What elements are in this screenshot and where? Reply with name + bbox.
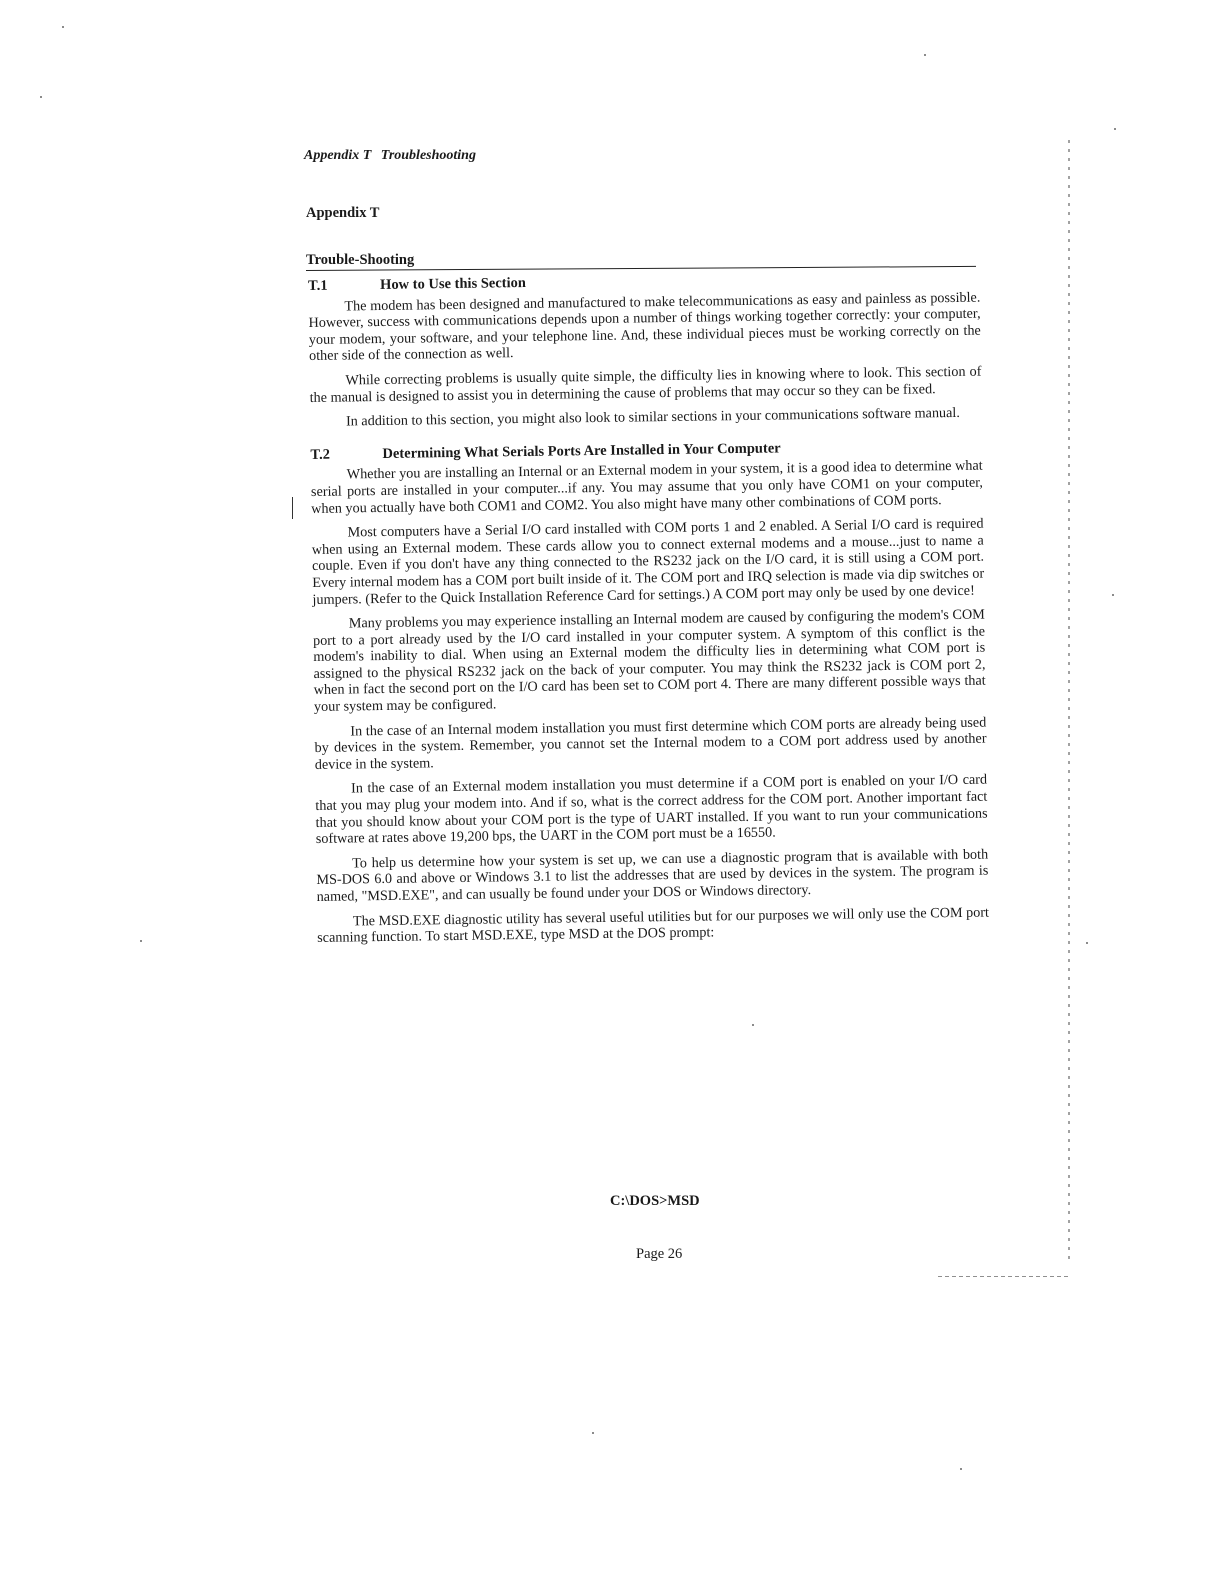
paragraph: In the case of an Internal modem installation you must first determine which COM ports are already being used by devices in the system. Remember, you cannot set the Internal modem to a COM port address used by another device in the system. [314,714,987,773]
scan-speck [62,26,64,28]
section-number: T.1 [308,277,328,294]
scan-speck [140,940,142,942]
scan-speck [1086,942,1088,944]
section-number: T.2 [310,446,331,463]
running-header [304,148,476,164]
section-title: Trouble-Shooting [306,252,415,268]
paragraph: To help us determine how your system is set up, we can use a diagnostic program that is available with both MS-DOS 6.0 and above or Windows 3.1 to list the addresses that are used by devices in the system. The program is named, "MSD.EXE", and can usually be found under your DOS or Windows directory. [316,846,989,905]
scan-speck [960,1468,962,1470]
paragraph: In addition to this section, you might also look to similar sections in your communications software manual. [345,405,960,430]
running-header-topic: Troubleshooting [380,148,476,163]
scan-speck [924,54,926,56]
running-header-appendix: Appendix T [304,148,372,163]
margin-mark [292,497,293,519]
scan-edge-artifact [1068,140,1070,1260]
paragraph: The modem has been designed and manufactured to make telecommunications as easy and painless as possible. However, success with communications depends upon a number of things working together correctly: your computer, your modem, your software, and your telephone line. And, these individual pieces must be working correctly on the other side of the connection as well. [308,289,981,365]
section-heading-text: How to Use this Section [379,274,527,293]
body-content [308,269,989,955]
paragraph: Most computers have a Serial I/O card installed with COM ports 1 and 2 enabled. A Serial I/O card is required when using an External modem. These cards allow you to connect external modems and a mouse...just to name a couple. Even if you don't have any thing connected to the RS232 jack on the I/O card, it is still using a COM port. Every internal modem has a COM port built inside of it. The COM port and IRQ selection is made via dip switches or jumpers. (Refer to the Quick Installation Reference Card for settings.) A COM port may only be used by one device! [311,515,985,608]
paragraph: Many problems you may experience installing an Internal modem are caused by configuring the modem's COM port to a port already used by the I/O card installed in your computer system. A symptom of this conflict is the modem's inability to dial. When using an External modem the difficulty lies in determining what COM port is assigned to the physical RS232 jack on the back of your computer. You may think the RS232 jack is COM port 2, when in fact the second port on the I/O card has been set to COM port 4. There are many different possible ways that your system may be configured. [312,606,986,716]
scan-speck [752,1024,754,1026]
paragraph: In the case of an External modem installation you must determine if a COM port is enabled on your I/O card that you may plug your modem into. And if so, what is the correct address for the COM port. Another important fact that you should know about your COM port is the type of UART installed. If you want to run your communications software at rates above 19,200 bps, the UART in the COM port must be a 16550. [315,772,988,848]
section-heading-text: Determining What Serials Ports Are Installed in Your Computer [382,440,781,462]
scan-speck [40,96,42,98]
scan-edge-artifact [938,1276,1068,1277]
paragraph: Whether you are installing an Internal or an External modem in your system, it is a good idea to determine what serial ports are installed in your computer...if any. You may assume that you only have COM1 on your computer, when you actually have both COM1 and COM2. You also might have many other combinations of COM ports. [310,457,984,517]
dos-command: C:\DOS>MSD [610,1193,700,1209]
scan-speck [592,1432,594,1434]
appendix-label: Appendix T [306,205,380,221]
scan-speck [1112,594,1114,596]
paragraph: While correcting problems is usually quite simple, the difficulty lies in knowing where to look. This section of the manual is designed to assist you in determining the cause of problems that may occur so they can be fixed. [309,363,982,406]
scan-speck [1114,128,1116,130]
paragraph: The MSD.EXE diagnostic utility has several useful utilities but for our purposes we will only use the COM port scanning function. To start MSD.EXE, type MSD at the DOS prompt: [317,904,990,947]
page-number: Page 26 [636,1246,683,1262]
